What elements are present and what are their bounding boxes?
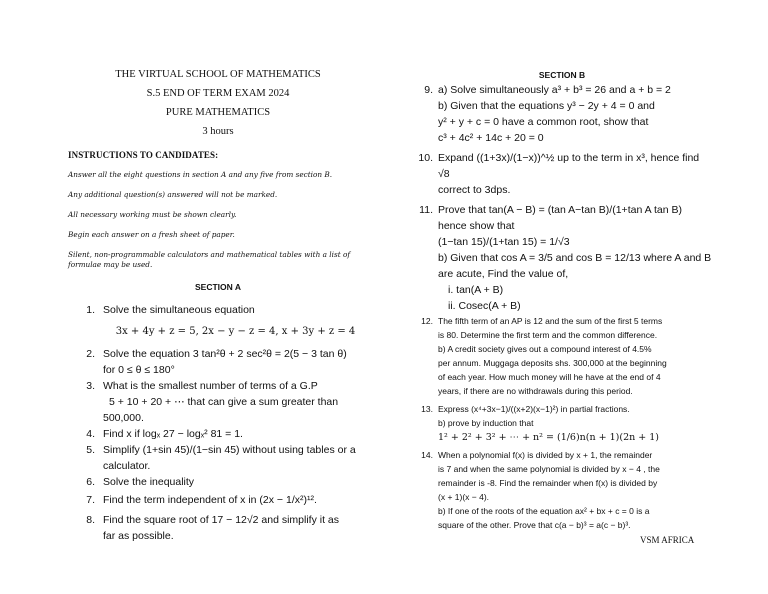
question-text: Express (x⁴+3x−1)/((x+2)(x−1)²) in partial fractions.: [438, 404, 630, 414]
question-text: Prove that tan(A − B) = (tan A−tan B)/(1+tan A tan B) hence show that: [438, 204, 682, 232]
question-text: Solve the inequality: [103, 476, 195, 488]
sub-item: i. tan(A + B): [448, 284, 504, 296]
question-number: 5.: [86, 444, 95, 456]
question-number: 6.: [86, 476, 95, 488]
question-text: per annum. Muggaga deposits shs. 300,000 at the beginning: [438, 358, 667, 368]
question-text: for 0 ≤ θ ≤ 180°: [103, 364, 175, 376]
question-number: 9.: [424, 84, 433, 96]
right-column: [412, 70, 712, 532]
question-6: [68, 474, 368, 490]
question-text: y² + y + c = 0 have a common root, show that: [438, 116, 649, 128]
question-number: 8.: [86, 514, 95, 526]
question-number: 14.: [421, 450, 433, 460]
instruction-item: Answer all the eight questions in section A and any five from section B.: [68, 170, 333, 179]
question-text: correct to 3dps.: [438, 184, 511, 196]
section-b-title: SECTION B: [538, 70, 586, 80]
question-number: 10.: [418, 152, 433, 164]
question-text: Solve the equation 3 tan²θ + 2 sec²θ = 2(5 − 3 tan θ): [103, 348, 347, 360]
question-text: b) A credit society gives out a compound interest of 4.5%: [438, 344, 652, 354]
question-text: Solve the simultaneous equation: [103, 304, 255, 316]
question-text: of each year. How much money will he have at the end of 4: [438, 372, 661, 382]
duration: 3 hours: [202, 126, 234, 137]
question-text: is 80. Determine the first term and the common difference.: [438, 330, 658, 340]
instruction-item: Any additional question(s) answered will not be marked.: [68, 190, 278, 199]
question-text: remainder is -8. Find the remainder when f(x) is divided by: [438, 478, 658, 488]
question-text: Simplify (1+sin 45)/(1−sin 45) without using tables or a calculator.: [103, 444, 356, 472]
exam-title: S.5 END OF TERM EXAM 2024: [146, 88, 290, 99]
question-5: [68, 442, 368, 474]
question-number: 3.: [86, 380, 95, 392]
question-text: c³ + 4c² + 14c + 20 = 0: [438, 132, 544, 144]
question-text: What is the smallest number of terms of a G.P: [103, 380, 318, 392]
question-text: Find the square root of 17 − 12√2 and simplify it as: [103, 514, 340, 526]
question-equation: 1² + 2² + 3² + ⋯ + n² = (1/6)n(n + 1)(2n + 1): [438, 432, 659, 443]
question-1: [68, 302, 368, 340]
question-4: [68, 426, 368, 442]
question-text: The fifth term of an AP is 12 and the sum of the first 5 terms: [438, 316, 663, 326]
question-3: [68, 378, 368, 426]
question-text: is 7 and when the same polynomial is divided by x − 4 , the: [438, 464, 660, 474]
question-number: 1.: [86, 304, 95, 316]
left-column: [68, 68, 368, 544]
question-number: 7.: [86, 494, 95, 506]
question-text: b) Given that the equations y³ − 2y + 4 = 0 and: [438, 100, 655, 112]
question-number: 12.: [421, 316, 433, 326]
instruction-item: Begin each answer on a fresh sheet of paper.: [68, 230, 235, 239]
question-text: Find the term independent of x in (2x − 1/x²)¹².: [103, 494, 317, 506]
question-number: 13.: [421, 404, 433, 414]
instructions-title: INSTRUCTIONS TO CANDIDATES:: [68, 150, 219, 160]
question-text: (1−tan 15)/(1+tan 15) = 1/√3: [438, 236, 570, 248]
question-text: b) prove by induction that: [438, 418, 534, 428]
question-text: (x + 1)(x − 4).: [438, 492, 490, 502]
sub-item: ii. Cosec(A + B): [448, 300, 521, 312]
subject-title: PURE MATHEMATICS: [165, 107, 271, 118]
instruction-item: Silent, non-programmable calculators and mathematical tables with a list of formulae may be used.: [68, 250, 351, 269]
footer-brand: VSM AFRICA: [640, 535, 695, 545]
question-8: [68, 512, 368, 544]
question-number: 11.: [419, 204, 433, 216]
question-text: When a polynomial f(x) is divided by x + 1, the remainder: [438, 450, 653, 460]
question-12: [412, 314, 712, 398]
question-10: [412, 150, 712, 198]
question-number: 4.: [86, 428, 95, 440]
question-text: b) If one of the roots of the equation ax² + bx + c = 0 is a: [438, 506, 650, 516]
question-text: square of the other. Prove that c(a − b)³ = a(c − b)³.: [438, 520, 631, 530]
question-text: 5 + 10 + 20 + ⋯ that can give a sum greater than: [109, 396, 339, 408]
question-equation: 3x + 4y + z = 5, 2x − y − z = 4, x + 3y + z = 4: [115, 326, 356, 337]
question-text: are acute, Find the value of,: [438, 268, 569, 280]
question-text: b) Given that cos A = 3/5 and cos B = 12/13 where A and B: [438, 252, 712, 264]
question-text: years, if there are no withdrawals during this period.: [438, 386, 633, 396]
question-2: [68, 346, 368, 378]
question-7: [68, 492, 368, 508]
question-11: [412, 202, 712, 314]
instruction-item: All necessary working must be shown clearly.: [68, 210, 237, 219]
question-number: 2.: [86, 348, 95, 360]
question-text: 500,000.: [103, 412, 144, 424]
question-14: [412, 448, 712, 532]
question-9: [412, 82, 712, 146]
section-a-title: SECTION A: [195, 282, 241, 292]
school-name: THE VIRTUAL SCHOOL OF MATHEMATICS: [115, 69, 321, 80]
question-text: far as possible.: [103, 530, 174, 542]
question-13: [412, 402, 712, 446]
question-text: Expand ((1+3x)/(1−x))^½ up to the term in x³, hence find √8: [438, 152, 700, 180]
question-text: a) Solve simultaneously a³ + b³ = 26 and a + b = 2: [438, 84, 671, 96]
question-text: Find x if logₓ 27 − logₓ² 81 = 1.: [103, 428, 243, 440]
